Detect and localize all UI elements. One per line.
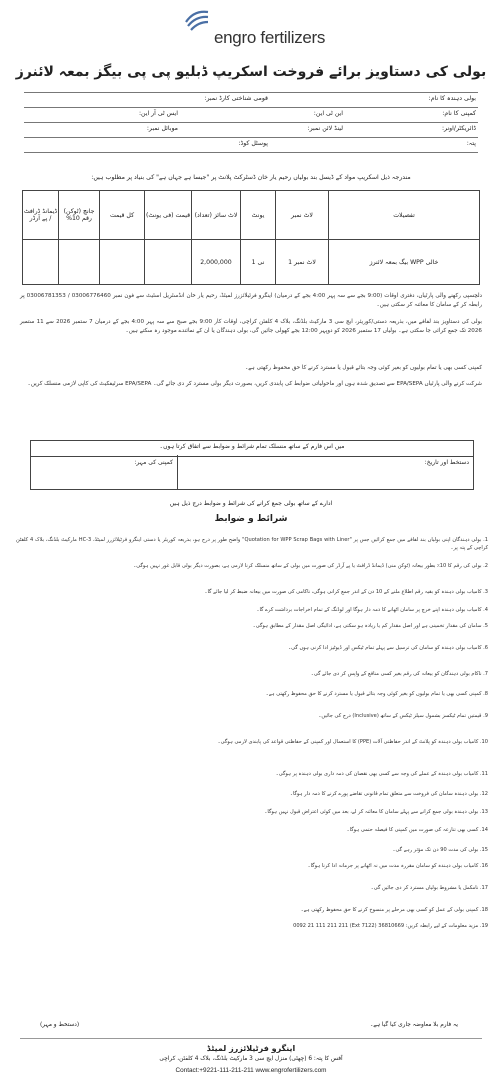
submission-paragraph: بولی کی دستاویز بند لفافے میں، بذریعہ دستی/کوریئر، ایچ سی 3 مارکیٹ بلڈنگ، بلاک 4 کلفٹن کراچی، اوقات کار 9:00 بجے صبح سے سہ پہر 4:00 بجے کے درمیان 7 ستمبر 2026 سے 11 ستمبر 2026 تک جمع کرائی جا سکتی ہے۔ بولیاں 17 ستمبر 2026 کو دوپہر 12:00 بجے کھولی جائیں گی، بولی دہندگان یا ان کے نمائندے موجود رہ سکتے ہیں۔ bbox=[20, 319, 482, 334]
footer-contact: Contact:+9221-111-211-211 www.engrofertilizers.com bbox=[175, 1067, 327, 1074]
form-row-1 bbox=[24, 93, 478, 108]
condition-item: 9. قیمتیں تمام ٹیکسز بشمول سیلز ٹیکس کے ساتھ (Inclusive) درج کی جائیں۔ bbox=[318, 713, 488, 719]
table-note: مندرجہ ذیل اسکریپ مواد کے ڈیسل بند بولیاں رحیم یار خان ڈسٹرکٹ پلانٹ پر "جیسا ہے جہاں ہے" کی بنیاد پر مطلوب ہیں: bbox=[91, 174, 411, 181]
stamp-label[interactable]: کمپنی کی مہر: bbox=[134, 459, 173, 466]
epa-paragraph: شرکت کرنے والی پارٹیاں EPA/SEPA سے تصدیق شدہ ہوں اور ماحولیاتی ضوابط کی پابندی کریں، بصورت دیگر بولی مسترد کر دی جائے گی۔ EPA/SEPA سرٹیفکیٹ کی کاپی لازمی منسلک کریں۔ bbox=[27, 381, 482, 387]
table-row bbox=[23, 240, 480, 285]
rights-paragraph: کمپنی کسی بھی یا تمام بولیوں کو بغیر کوئی وجہ بتائے قبول یا مسترد کرنے کا حق محفوظ رکھتی ہے۔ bbox=[245, 365, 482, 371]
condition-item: 5. سامان کی مقدار تخمینی ہے اور اصل مقدار کم یا زیادہ ہو سکتی ہے، ادائیگی اصل مقدار کے مطابق ہوگی۔ bbox=[252, 623, 488, 629]
landline-label: لینڈ لائن نمبر: bbox=[307, 125, 343, 132]
condition-item: 19. مزید معلومات کے لیے رابطہ کریں: 36810669 (7122 Ext) 0092 21 111 211 211 bbox=[293, 923, 488, 929]
free-form-note: یہ فارم بلا معاوضہ جاری کیا گیا ہے۔ bbox=[369, 1022, 458, 1028]
condition-item: 3. کامیاب بولی دہندہ کو بقیہ رقم اطلاع ملنے کے 10 دن کے اندر جمع کرانی ہوگی، ناکامی کی صورت میں بیعانہ ضبط کر لیا جائے گا۔ bbox=[204, 589, 488, 595]
form-row-3 bbox=[24, 123, 478, 138]
footer-address: آفس کا پتہ: 6 (چھٹی) منزل ایچ سی 3 مارکیٹ بلڈنگ، بلاک 4 کلفٹن، کراچی bbox=[159, 1056, 343, 1062]
footer-company: اینگرو فرٹیلائزرز لمیٹڈ bbox=[206, 1044, 296, 1053]
address-label: پتہ: bbox=[466, 140, 476, 147]
document-title: بولی کی دستاویز برائے فروخت اسکریپ ڈبلیو پی پی بیگز بمعہ لائنرز bbox=[15, 64, 487, 80]
logo-text: engro fertilizers bbox=[214, 28, 326, 47]
form-row-2 bbox=[24, 108, 478, 123]
condition-item: 12. بولی دہندہ سامان کی فروخت سے متعلق تمام قانونی تقاضے پورے کرنے کا ذمہ دار ہوگا۔ bbox=[289, 791, 488, 797]
strn-label: ایس ٹی آر این: bbox=[138, 110, 178, 117]
header-total: کل قیمت bbox=[100, 191, 145, 240]
cell-lot-size: 2,000,000 bbox=[192, 240, 241, 285]
engro-logo-icon bbox=[184, 8, 210, 32]
header-lot-no: لاٹ نمبر bbox=[276, 191, 329, 240]
cell-token-money[interactable] bbox=[59, 240, 100, 285]
inspection-paragraph: دلچسپی رکھنے والی پارٹیاں، دفتری اوقات (9:00 بجے سے سہ پہر 4:00 بجے کے درمیان) اینگرو فرٹیلائزرز لمیٹڈ، رحیم یار خان انڈسٹریل اسٹیٹ سے فون نمبر 03006776460 / 03006781353 پر رابطہ کر کے سامان کا معائنہ کر سکتی ہیں۔ bbox=[20, 293, 483, 308]
header-description: تفصیلات bbox=[329, 191, 480, 240]
condition-item: 2. بولی کی رقم کا 10٪ بطور بیعانہ (ٹوکن منی) ڈیمانڈ ڈرافٹ یا پے آرڈر کی صورت میں بولی کے ساتھ منسلک کرنا لازمی ہے، بصورت دیگر بولی قابل غور نہیں ہوگی۔ bbox=[133, 563, 488, 569]
agreement-divider bbox=[177, 455, 178, 490]
conditions-intro: ادارے کے ساتھ بولی جمع کرانے کی شرائط و ضوابط درج ذیل ہیں bbox=[169, 500, 333, 507]
cnic-label: قومی شناختی کارڈ نمبر: bbox=[204, 95, 268, 102]
condition-item: 10. کامیاب بولی دہندہ کو پلانٹ کے اندر حفاظتی آلات (PPE) کا استعمال اور کمپنی کے حفاظتی قواعد کی پابندی لازمی ہوگی۔ bbox=[217, 739, 488, 745]
footer-divider bbox=[20, 1038, 482, 1039]
condition-item: 14. کسی بھی تنازعہ کی صورت میں کمپنی کا فیصلہ حتمی ہوگا۔ bbox=[346, 827, 488, 833]
condition-item: 8. کمپنی کسی بھی یا تمام بولیوں کو بغیر کوئی وجہ بتائے قبول یا مسترد کرنے کا حق محفوظ رکھتی ہے۔ bbox=[265, 691, 488, 697]
cell-unit: نی 1 bbox=[241, 240, 276, 285]
form-row-4 bbox=[24, 138, 478, 153]
postal-code-label: پوسٹل کوڈ: bbox=[238, 140, 268, 147]
condition-item: 16. کامیاب بولی دہندہ کو سامان مقررہ مدت میں نہ اٹھانے پر جرمانہ ادا کرنا ہوگا۔ bbox=[307, 863, 488, 869]
header-lot-size: لاٹ سائز (تعداد) bbox=[192, 191, 241, 240]
signature-label[interactable]: دستخط اور تاریخ: bbox=[424, 459, 469, 466]
engro-logo bbox=[180, 8, 330, 52]
header-price: قیمت (فی یونٹ) bbox=[145, 191, 192, 240]
header-unit: یونٹ bbox=[241, 191, 276, 240]
cell-total[interactable] bbox=[100, 240, 145, 285]
header-token-money: جانچ (ٹوکن) رقم 10% bbox=[59, 191, 100, 240]
condition-item: 18. کمپنی بولی کے عمل کو کسی بھی مرحلے پر منسوخ کرنے کا حق محفوظ رکھتی ہے۔ bbox=[300, 907, 488, 913]
agreement-text: میں اس فارم کے ساتھ منسلک تمام شرائط و ضوابط سے اتفاق کرتا ہوں۔ bbox=[31, 441, 473, 457]
cell-price[interactable] bbox=[145, 240, 192, 285]
condition-item: 11. کامیاب بولی دہندہ کے عملے کی وجہ سے کسی بھی نقصان کی ذمہ داری بولی دہندہ پر ہوگی۔ bbox=[275, 771, 488, 777]
condition-item: 7. ناکام بولی دہندگان کو بیعانہ کی رقم بغیر کسی منافع کے واپس کر دی جائے گی۔ bbox=[310, 671, 488, 677]
condition-item: 17. نامکمل یا مشروط بولیاں مسترد کر دی جائیں گی۔ bbox=[370, 885, 488, 891]
header-demand-draft: ڈیمانڈ ڈرافٹ / پے آرڈر bbox=[23, 191, 59, 240]
table-header-row bbox=[23, 191, 480, 240]
condition-item: 15. بولی کی مدت 90 دن تک مؤثر رہے گی۔ bbox=[392, 847, 488, 853]
sign-and-stamp: (دستخط و مہر) bbox=[40, 1022, 80, 1028]
director-label: ڈائریکٹر/اونر: bbox=[441, 125, 476, 132]
company-name-label: کمپنی کا نام: bbox=[442, 110, 476, 117]
cell-description: خالی WPP بیگ بمعہ لائنرز bbox=[329, 240, 480, 285]
condition-item: 1. بولی دہندگان اپنی بولیاں بند لفافے میں جمع کرائیں جس پر "Quotation for WPP Scrap Bags with Liner" واضح طور پر درج ہو، بذریعہ کوریئر یا دستی اینگرو فرٹیلائزرز لمیٹڈ، HC-3 مارکیٹ بلڈنگ، بلاک 4 کلفٹن کراچی کے پتہ پر۔ bbox=[16, 537, 488, 552]
condition-item: 6. کامیاب بولی دہندہ کو سامان کی ترسیل سے پہلے تمام ٹیکس اور ڈیوٹیز ادا کرنی ہوں گی۔ bbox=[288, 645, 488, 651]
bidder-name-label: بولی دہندہ کا نام: bbox=[428, 95, 476, 102]
agreement-box bbox=[30, 440, 474, 490]
cell-lot-no: لاٹ نمبر 1 bbox=[276, 240, 329, 285]
lot-table bbox=[22, 190, 480, 285]
condition-item: 4. کامیاب بولی دہندہ اپنے خرچ پر سامان اٹھانے کا ذمہ دار ہوگا اور لوڈنگ کے تمام اخراجات برداشت کرے گا۔ bbox=[256, 607, 488, 613]
mobile-label: موبائل نمبر: bbox=[146, 125, 178, 132]
cell-demand-draft[interactable] bbox=[23, 240, 59, 285]
ntn-label: این ٹی این: bbox=[313, 110, 343, 117]
conditions-title: شرائط و ضوابط bbox=[214, 514, 288, 524]
condition-item: 13. بولی دہندہ بولی جمع کرانے سے پہلے سامان کا معائنہ کر لے، بعد میں کوئی اعتراض قبول نہیں ہوگا۔ bbox=[264, 809, 488, 815]
